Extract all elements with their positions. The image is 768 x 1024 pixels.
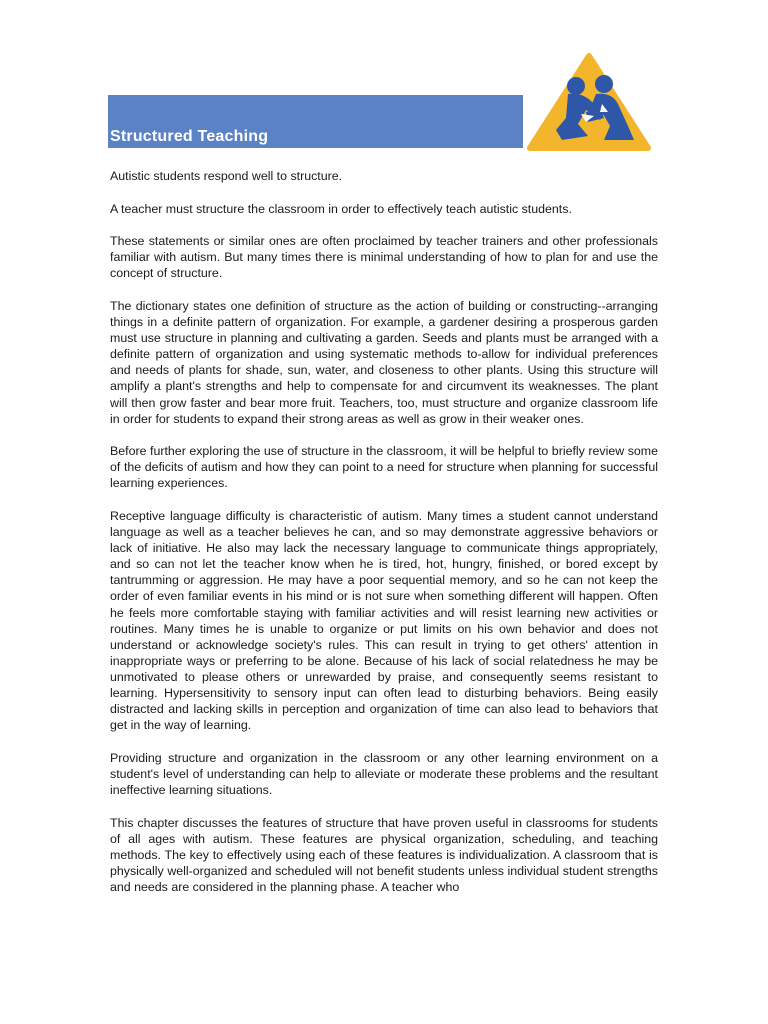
paragraph: The dictionary states one definition of structure as the action of building or constructing--arranging things in a definite pattern of organization. For example, a gardener desiring a prosperous garden must use structure in planning and cultivating a garden. Seeds and plants must be arranged with a definite pattern of organization and using systematic methods to-allow for individual preferences and needs of plants for shade, sun, water, and closeness to other plants. Using this structure will amplify a plant's strengths and help to compensate for and circumvent its weaknesses. The plant will then grow faster and bear more fruit. Teachers, too, must structure and organize classroom life in order for students to expand their strong areas as well as grow in their weaker ones. <box>110 298 658 426</box>
paragraph: Before further exploring the use of structure in the classroom, it will be helpful to briefly review some of the deficits of autism and how they can point to a need for structure when planning for successful learning experiences. <box>110 444 658 491</box>
paragraph: These statements or similar ones are often proclaimed by teacher trainers and other professionals familiar with autism. But many times there is minimal understanding of how to plan for and use the concept of structure. <box>110 234 658 281</box>
page-title: Structured Teaching <box>110 128 269 145</box>
caregiver-logo-icon <box>526 52 652 152</box>
title-banner <box>108 95 523 148</box>
article-body <box>110 168 658 912</box>
paragraph: Receptive language difficulty is characteristic of autism. Many times a student cannot understand language as well as a teacher believes he can, and so may demonstrate aggressive behaviors or lack of initiative. He also may lack the necessary language to communicate things appropriately, and so can not let the teacher know when he is tired, hot, hungry, finished, or bored except by tantrumming or aggression. He may have a poor sequential memory, and so he can not keep the order of even familiar events in his mind or is not sure when something different will happen. Often he feels more comfortable staying with familiar activities and will resist learning new activities or routines. Many times he is unable to organize or put limits on his own behavior and does not understand or acknowledge society's rules. This can result in trying to get others' attention in inappropriate ways or preferring to be alone. Because of his lack of social relatedness he may be unmotivated to please others or unrewarded by praise, and consequently seems resistant to learning. Hypersensitivity to sensory input can often lead to disturbing behaviors. Being easily distracted and lacking skills in perception and organization of time can also lead to behaviors that get in the way of learning. <box>110 509 658 733</box>
paragraph: This chapter discusses the features of structure that have proven useful in classrooms for students of all ages with autism. These features are physical organization, scheduling, and teaching methods. The key to effectively using each of these features is individualization. A classroom that is physically well-organized and scheduled will not benefit students unless individual student strengths and needs are considered in the planning phase. A teacher who <box>110 815 658 894</box>
paragraph: Autistic students respond well to structure. <box>110 169 343 183</box>
paragraph: Providing structure and organization in the classroom or any other learning environment on a student's level of understanding can help to alleviate or moderate these problems and the resultant ineffective learning situations. <box>110 750 658 797</box>
paragraph: A teacher must structure the classroom in order to effectively teach autistic students. <box>110 201 572 216</box>
